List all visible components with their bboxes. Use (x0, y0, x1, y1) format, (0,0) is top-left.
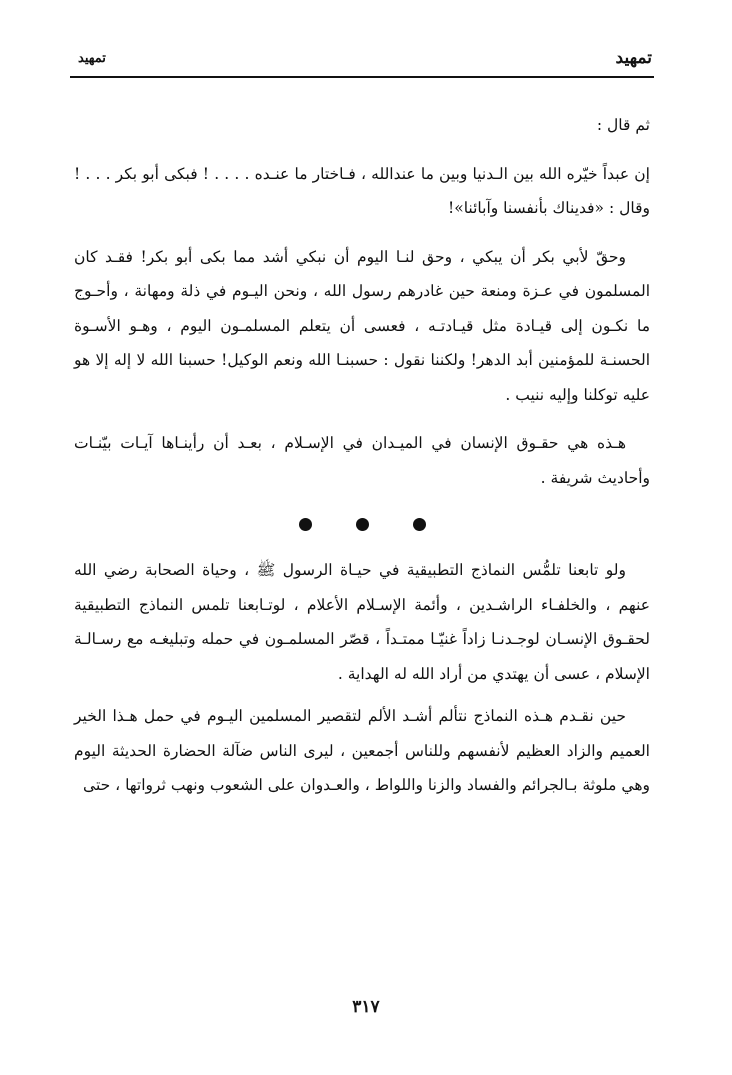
paragraph: إن عبداً خيّره الله بين الـدنيا وبين ما عندالله ، فـاختار ما عنـده . . . . ! فبكى أبو بكر . . . ! وقال : «فديناك بأنفسنا وآبائنا»! (74, 164, 650, 217)
running-header (78, 48, 652, 78)
separator-dot (299, 518, 312, 531)
paragraph: وحقّ لأبي بكر أن يبكي ، وحق لنـا اليوم أن نبكي أشد مما بكى أبو بكر! فقـد كان المسلمون في عـزة ومنعة حين غادرهم رسول الله ، ونحن اليـوم في ذلة ومهانة ، وأحـوج ما نكـون إلى قيـادة مثل قيـادتـه ، فعسى أن يتعلم المسلمـون اليوم ، وهـو الأسـوة الحسنـة للمؤمنين أبد الدهر! ولكننا نقول : حسبنـا الله ونعم الوكيل! حسبنا الله لا إله إلا هو عليه توكلنا وإليه ننيب . (74, 247, 650, 404)
chapter-title-secondary: تمهيد (78, 51, 106, 66)
section-separator (74, 495, 650, 553)
paragraph: حين نقـدم هـذه النماذج نتألم أشـد الألم لتقصير المسلمين اليـوم في حمل هـذا الخير العميم والزاد العظيم لأنفسهم وللناس أجمعين ، ليرى الناس ضآلة الحضارة الحديثة اليوم وهي ملوثة بـالجرائم والفساد والزنا واللواط ، والعـدوان على الشعوب ونهب ثرواتها ، حتى (74, 707, 650, 794)
paragraph: هـذه هي حقـوق الإنسان في الميـدان في الإسـلام ، بعـد أن رأينـاها آيـات بيّنـات وأحاديث شريفة . (74, 434, 650, 487)
paragraph: ولو تابعنا تلمُّس النماذج التطبيقية في حيـاة الرسول ﷺ ، وحياة الصحابة رضي الله عنهم ، والخلفـاء الراشـدين ، وأئمة الإسـلام الأعلام ، لوتـابعنا تلمس النماذج التطبيقية لحقـوق الإنسـان لوجـدنـا زاداً غنيّـا ممتـداً ، قصّر المسلمـون في حمله وتبليغـه مع رسـالـة الإسلام ، عسى أن يهتدي من أراد الله له الهداية . (74, 561, 650, 683)
separator-dot (356, 518, 369, 531)
separator-dot (413, 518, 426, 531)
body-text (74, 108, 650, 803)
paragraph: ثم قال : (596, 116, 650, 134)
chapter-title: تمهيد (615, 48, 652, 68)
header-divider (70, 76, 654, 78)
page-number: ٣١٧ (352, 997, 380, 1017)
